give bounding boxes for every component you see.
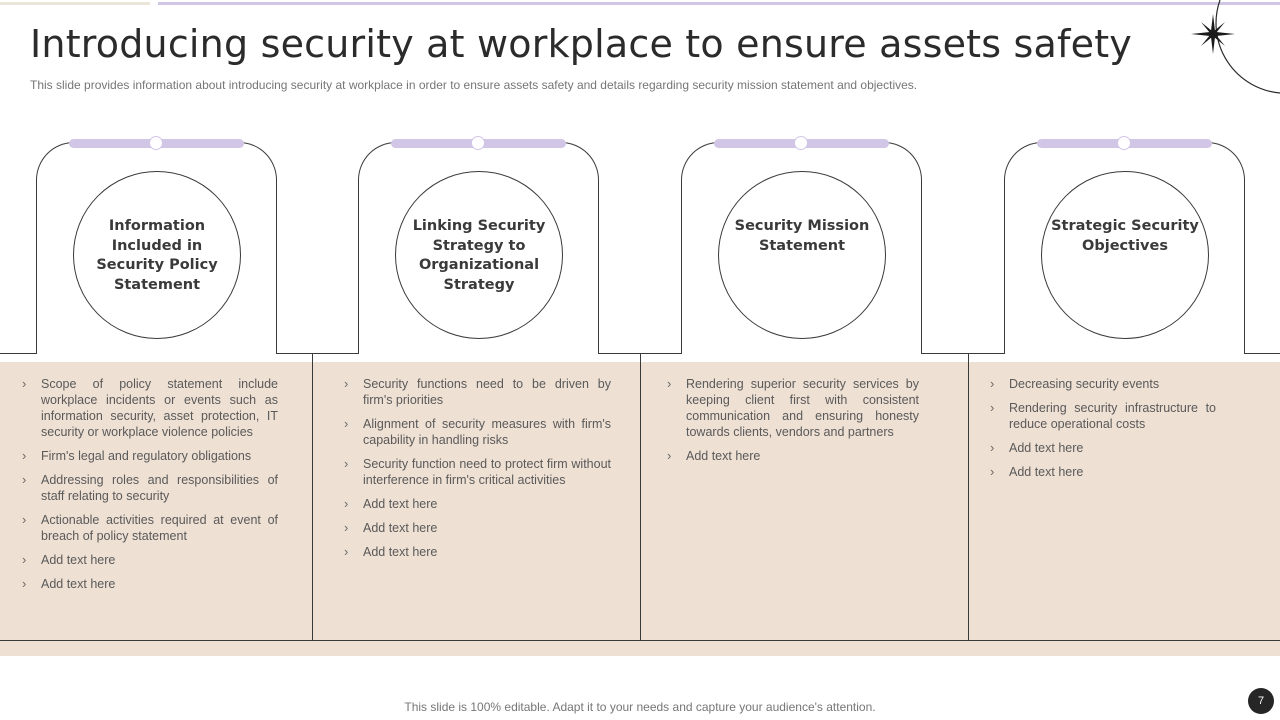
header-card-strategic-objectives xyxy=(1004,142,1245,354)
bullet-item: › Add text here xyxy=(667,448,919,464)
bullet-item: › Security functions need to be driven by firm's priorities xyxy=(344,376,611,408)
column-3-bullets xyxy=(667,376,919,472)
header-card-policy-statement xyxy=(36,142,277,354)
column-2-bullets xyxy=(344,376,611,568)
bullet-item: › Rendering security infrastructure to reduce operational costs xyxy=(990,400,1216,432)
card-circle xyxy=(395,171,563,339)
card-circle xyxy=(1041,171,1209,339)
column-1-bullets xyxy=(22,376,278,600)
slide-title: Introducing security at workplace to ensure assets safety xyxy=(30,22,1132,66)
card-circle xyxy=(73,171,241,339)
card-accent-dot xyxy=(149,136,163,150)
card-accent-dot xyxy=(1117,136,1131,150)
bullet-item: › Add text here xyxy=(990,464,1216,480)
column-divider xyxy=(968,353,969,641)
card-title: Linking Security Strategy to Organizational Strategy xyxy=(412,218,546,293)
bullet-item: › Add text here xyxy=(990,440,1216,456)
slide-subtitle: This slide provides information about introducing security at workplace in order to ensure assets safety and details regarding security mission statement and objectives. xyxy=(30,78,918,92)
header-card-linking-strategy xyxy=(358,142,599,354)
footer-note: This slide is 100% editable. Adapt it to your needs and capture your audience's attention. xyxy=(404,700,876,714)
card-accent-dot xyxy=(794,136,808,150)
bullet-item: › Add text here xyxy=(344,520,611,536)
bullet-item: › Add text here xyxy=(344,544,611,560)
card-accent-dot xyxy=(471,136,485,150)
bullet-item: › Alignment of security measures with firm's capability in handling risks xyxy=(344,416,611,448)
column-divider xyxy=(640,353,641,641)
bullet-item: › Add text here xyxy=(344,496,611,512)
column-divider xyxy=(312,353,313,641)
card-title: Security Mission Statement xyxy=(734,218,870,254)
bullet-item: › Add text here xyxy=(22,552,278,568)
bullet-item: › Rendering superior security services by keeping client first with consistent communication and ensuring honesty towards clients, vendors and partners xyxy=(667,376,919,440)
top-accent-line-right xyxy=(158,2,1280,5)
header-card-mission-statement xyxy=(681,142,922,354)
card-circle xyxy=(718,171,886,339)
column-4-bullets xyxy=(990,376,1216,488)
bullet-item: › Scope of policy statement include workplace incidents or events such as information security, asset protection, IT security or workplace violence policies xyxy=(22,376,278,440)
bullet-item: › Firm's legal and regulatory obligations xyxy=(22,448,278,464)
bullet-item: › Add text here xyxy=(22,576,278,592)
bullet-item: › Addressing roles and responsibilities of staff relating to security xyxy=(22,472,278,504)
starburst-decoration-icon xyxy=(1180,0,1280,100)
card-title: Strategic Security Objectives xyxy=(1051,218,1199,254)
page-number-badge: 7 xyxy=(1248,688,1274,714)
bullet-item: › Security function need to protect firm without interference in firm's critical activities xyxy=(344,456,611,488)
bullet-item: › Decreasing security events xyxy=(990,376,1216,392)
top-accent-line-left xyxy=(0,2,150,5)
card-title: Information Included in Security Policy Statement xyxy=(96,218,218,293)
bullet-item: › Actionable activities required at event of breach of policy statement xyxy=(22,512,278,544)
